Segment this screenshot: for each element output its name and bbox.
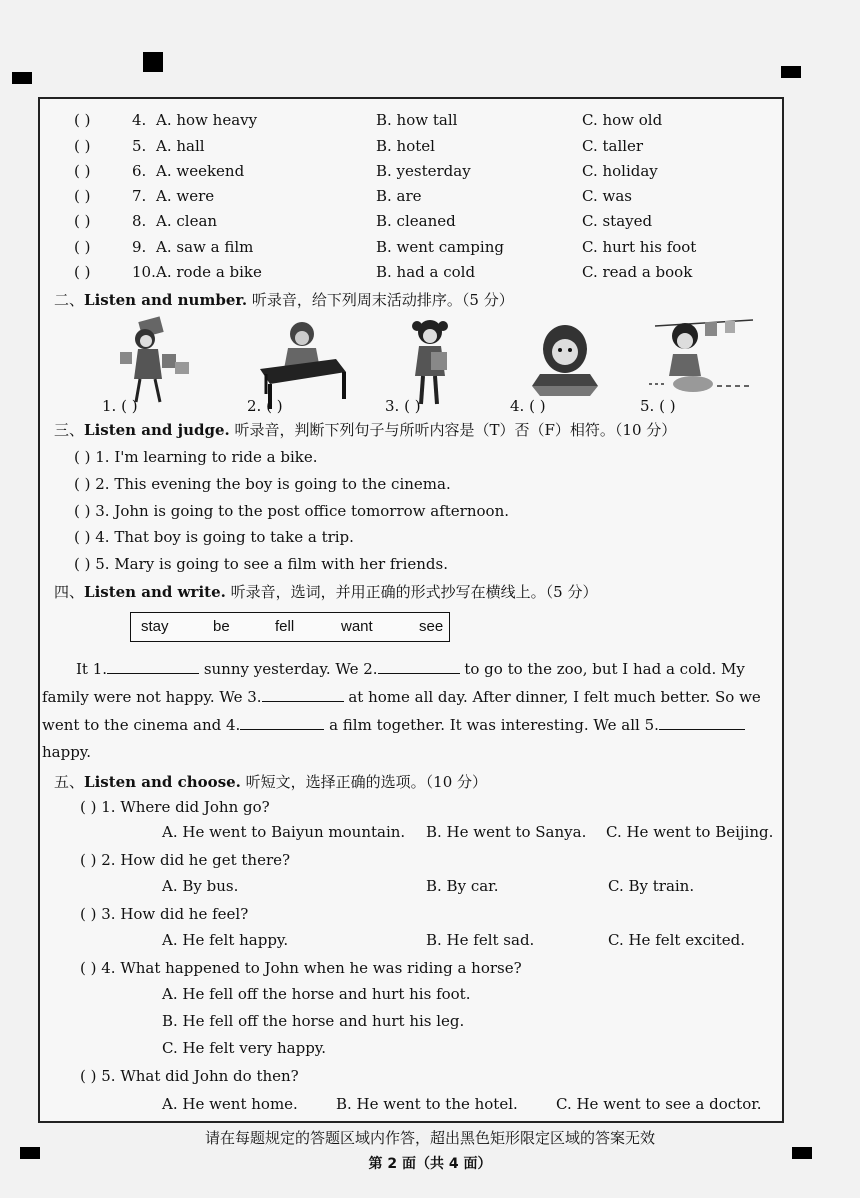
section-title-en: Listen and number. (84, 291, 248, 309)
answer-paren[interactable]: ( ) (74, 137, 91, 155)
picture-answer-1[interactable]: 1. ( ) (102, 397, 138, 415)
option[interactable]: C. He went to see a doctor. (556, 1095, 762, 1113)
question-number: 10. (132, 263, 156, 281)
question-5[interactable]: ( ) 5. What did John do then? (80, 1067, 299, 1085)
question-number: 9. (132, 238, 147, 256)
section2-heading (54, 289, 514, 310)
registration-mark (143, 52, 163, 72)
blank-1[interactable] (107, 659, 199, 674)
option[interactable]: A. He fell off the horse and hurt his foot. (162, 985, 471, 1003)
option-b: B. how tall (376, 111, 458, 129)
picture-answer-3[interactable]: 3. ( ) (385, 397, 421, 415)
option-c: C. how old (582, 111, 663, 129)
blank-2[interactable] (378, 659, 460, 674)
answer-paren[interactable]: ( ) (74, 263, 91, 281)
word-bank-word: stay (141, 618, 169, 635)
blank-3[interactable] (262, 687, 344, 702)
option[interactable]: A. He went home. (162, 1095, 298, 1113)
option[interactable]: B. He went to the hotel. (336, 1095, 518, 1113)
option-a: A. weekend (156, 162, 245, 180)
question-number: 8. (132, 212, 147, 230)
option[interactable]: C. He went to Beijing. (606, 823, 774, 841)
picture-answer-4[interactable]: 4. ( ) (510, 397, 546, 415)
judge-item[interactable]: ( ) 5. Mary is going to see a film with her friends. (74, 555, 449, 573)
answer-area-notice: 请在每题规定的答题区域内作答，超出黑色矩形限定区域的答案无效 (204, 1129, 655, 1147)
judge-item[interactable]: ( ) 2. This evening the boy is going to the cinema. (74, 475, 451, 493)
word-bank-word: fell (275, 618, 295, 635)
option-c: C. taller (582, 137, 644, 155)
option[interactable]: A. By bus. (162, 877, 239, 895)
answer-paren[interactable]: ( ) (74, 238, 91, 256)
answer-paren[interactable]: ( ) (74, 162, 91, 180)
option[interactable]: B. By car. (426, 877, 499, 895)
section-title-cn: 听录音，给下列周末活动排序。（5 分） (247, 291, 514, 309)
option-a: A. how heavy (156, 111, 258, 129)
option-c: C. read a book (582, 263, 693, 281)
cloze-line-1: It 1. sunny yesterday. We 2. to go to the zoo, but I had a cold. My (76, 660, 745, 678)
option[interactable]: A. He went to Baiyun mountain. (162, 823, 406, 841)
option-b: B. cleaned (376, 212, 456, 230)
section-title-cn: 听录音，判断下列句子与所听内容是（T）否（F）相符。（10 分） (229, 421, 677, 439)
option-b: B. hotel (376, 137, 435, 155)
section-title-en: Listen and judge. (84, 421, 230, 439)
option-c: C. stayed (582, 212, 653, 230)
option-a: A. hall (156, 137, 205, 155)
section-title-cn: 听短文，选择正确的选项。（10 分） (240, 773, 488, 791)
answer-paren[interactable]: ( ) (74, 212, 91, 230)
registration-mark (781, 66, 801, 78)
question-number: 6. (132, 162, 147, 180)
judge-item[interactable]: ( ) 4. That boy is going to take a trip. (74, 528, 354, 546)
picture-answer-5[interactable]: 5. ( ) (640, 397, 676, 415)
section-title-en: Listen and write. (84, 583, 226, 601)
option-b: B. are (376, 187, 422, 205)
option-a: A. clean (156, 212, 218, 230)
question-number: 7. (132, 187, 147, 205)
word-bank-word: see (419, 618, 444, 635)
option[interactable]: B. He went to Sanya. (426, 823, 587, 841)
option-a: A. were (156, 187, 215, 205)
question-2[interactable]: ( ) 2. How did he get there? (80, 851, 291, 869)
option-c: C. was (582, 187, 632, 205)
cloze-line-3: went to the cinema and 4. a film together. It was interesting. We all 5. (42, 715, 745, 734)
option-c: C. hurt his foot (582, 238, 697, 256)
option-a: A. rode a bike (156, 263, 262, 281)
section-prefix: 二、 (54, 291, 85, 309)
question-3[interactable]: ( ) 3. How did he feel? (80, 905, 249, 923)
picture-answer-2[interactable]: 2. ( ) (247, 397, 283, 415)
page-number: 第 2 面（共 4 面） (368, 1156, 492, 1172)
blank-4[interactable] (240, 715, 324, 730)
question-4[interactable]: ( ) 4. What happened to John when he was riding a horse? (80, 959, 522, 977)
option-a: A. saw a film (156, 238, 254, 256)
option-b: B. had a cold (376, 263, 476, 281)
section-title-cn: 听录音，选词，并用正确的形式抄写在横线上。（5 分） (225, 583, 598, 601)
question-number: 4. (132, 111, 147, 129)
question-number: 5. (132, 137, 147, 155)
section-prefix: 三、 (54, 421, 85, 439)
option[interactable]: B. He fell off the horse and hurt his leg. (162, 1012, 465, 1030)
option[interactable]: C. He felt excited. (608, 931, 746, 949)
answer-area-frame (38, 97, 784, 1123)
judge-item[interactable]: ( ) 3. John is going to the post office tomorrow afternoon. (74, 502, 510, 520)
option[interactable]: C. He felt very happy. (162, 1039, 327, 1057)
option[interactable]: A. He felt happy. (162, 931, 289, 949)
word-bank-word: be (213, 618, 230, 635)
section-prefix: 五、 (54, 773, 85, 791)
word-bank-word: want (341, 618, 373, 635)
answer-paren[interactable]: ( ) (74, 187, 91, 205)
question-1[interactable]: ( ) 1. Where did John go? (80, 798, 270, 816)
section3-heading (54, 419, 676, 440)
cloze-line-2: family were not happy. We 3. at home all day. After dinner, I felt much better. So we (42, 688, 761, 706)
option[interactable]: C. By train. (608, 877, 695, 895)
option-c: C. holiday (582, 162, 658, 180)
registration-mark (12, 72, 32, 84)
cloze-line-4: happy. (42, 743, 92, 761)
blank-5[interactable] (659, 715, 745, 730)
judge-item[interactable]: ( ) 1. I'm learning to ride a bike. (74, 448, 318, 466)
option-b: B. went camping (376, 238, 504, 256)
option[interactable]: B. He felt sad. (426, 931, 535, 949)
section-prefix: 四、 (54, 583, 85, 601)
answer-paren[interactable]: ( ) (74, 111, 91, 129)
section4-heading (54, 581, 597, 602)
section-title-en: Listen and choose. (84, 773, 241, 791)
word-bank-box (130, 612, 450, 642)
option-b: B. yesterday (376, 162, 471, 180)
section5-heading (54, 771, 487, 792)
